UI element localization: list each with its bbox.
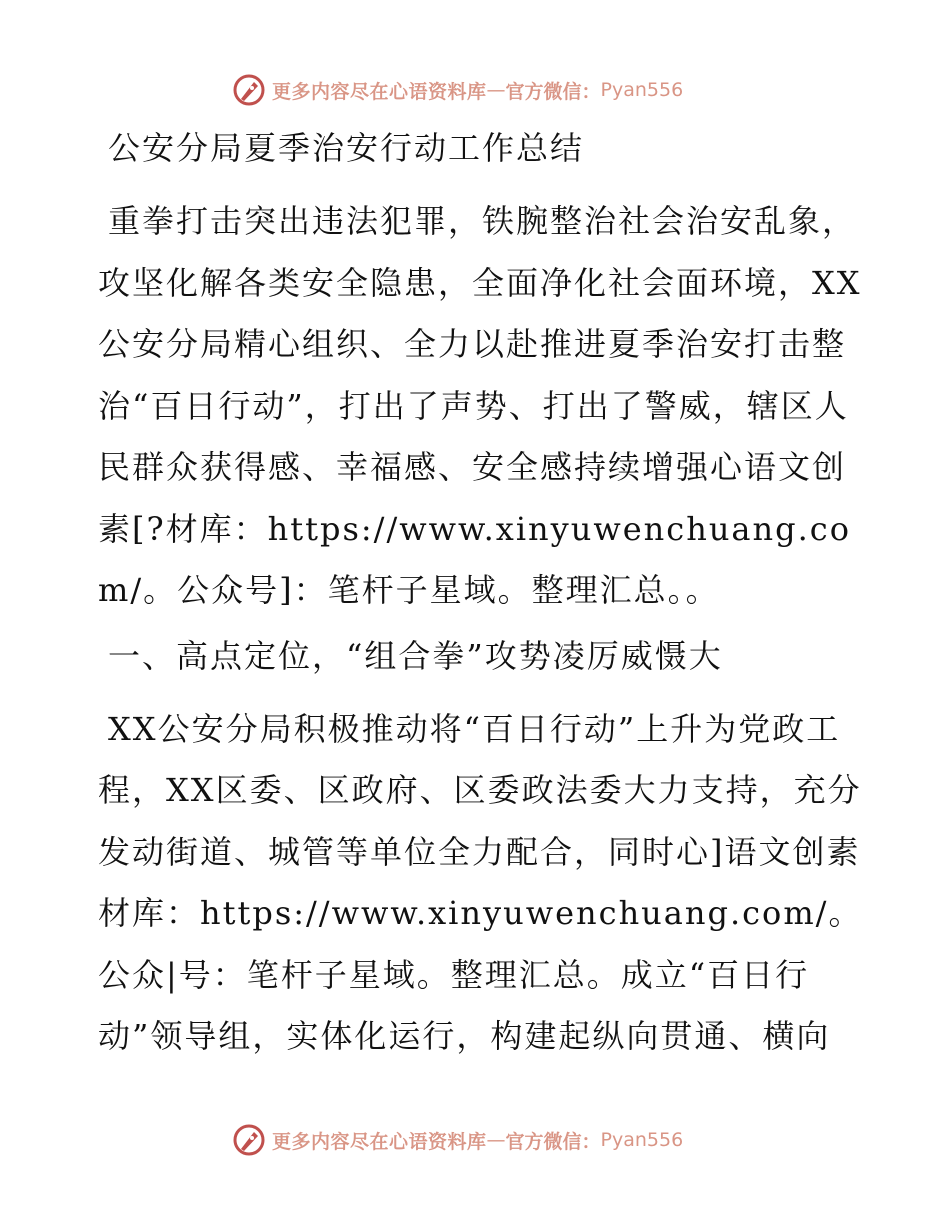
document-title: 公安分局夏季治安行动工作总结 bbox=[108, 129, 585, 167]
header-watermark-banner bbox=[232, 72, 683, 108]
document-body bbox=[98, 125, 868, 1079]
banner-text: 更多内容尽在心语资料库 bbox=[272, 1130, 487, 1153]
banner-text: 更多内容尽在心语资料库 bbox=[272, 80, 487, 103]
pen-nib-logo-icon bbox=[232, 73, 266, 107]
footer-watermark-banner bbox=[232, 1122, 683, 1158]
pen-nib-logo-icon bbox=[232, 1123, 266, 1157]
banner-wechat-label: 官方微信： bbox=[505, 80, 601, 103]
banner-dash: — bbox=[486, 1129, 506, 1151]
banner-wechat-id: Pyan556 bbox=[600, 1129, 684, 1151]
section-heading-1: 一、高点定位，“组合拳”攻势凌厉威慑大 bbox=[108, 636, 723, 675]
paragraph-intro: 重拳打击突出违法犯罪，铁腕整治社会治安乱象，攻坚化解各类安全隐患，全面净化社会面环境，XX公安分局精心组织、全力以赴推进夏季治安打击整治“百日行动”，打出了声势、打出了警威，辖区人民群众获得感、幸福感、安全感持续增强心语文创素[?材库：https://www.xinyuwenchuang.com/。公众号]：笔杆子星域。整理汇总。。 bbox=[98, 202, 862, 609]
banner-wechat-id: Pyan556 bbox=[600, 79, 684, 101]
banner-dash: — bbox=[486, 79, 506, 101]
banner-wechat-label: 官方微信： bbox=[505, 1130, 601, 1153]
paragraph-section-1: XX公安分局积极推动将“百日行动”上升为党政工程，XX区委、区政府、区委政法委大力支持，充分发动街道、城管等单位全力配合，同时心]语文创素材库：https://www.xinyuwenchuang.com/。公众|号：笔杆子星域。整理汇总。成立“百日行动”领导组，实体化运行，构建起纵向贯通、横向 bbox=[98, 709, 863, 1055]
